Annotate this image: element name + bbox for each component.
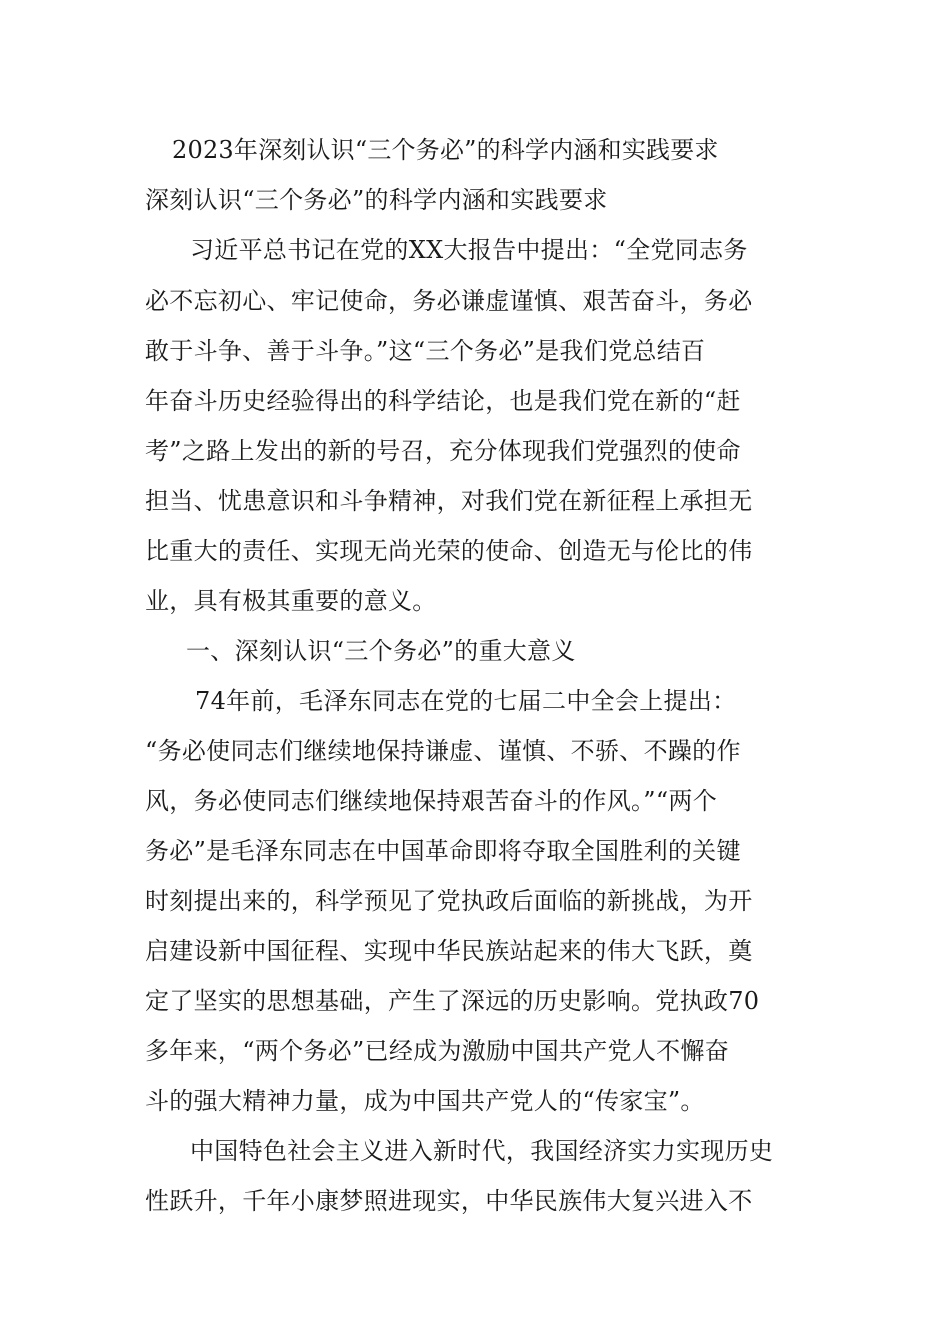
document-subtitle: 深刻认识“三个务必”的科学内涵和实践要求 [145, 186, 608, 214]
paragraph-line-5: 考”之路上发出的新的号召，充分体现我们党强烈的使命 [145, 437, 741, 465]
section-heading-1: 一、深刻认识“三个务必”的重大意义 [186, 637, 576, 665]
paragraph-line-2: 必不忘初心、牢记使命，务必谦虚谨慎、艰苦奋斗，务必 [145, 287, 753, 315]
paragraph-line-9: 74年前，毛泽东同志在党的七届二中全会上提出： [195, 687, 737, 715]
paragraph-line-7: 比重大的责任、实现无尚光荣的使命、创造无与伦比的伟 [145, 537, 753, 565]
paragraph-line-17: 斗的强大精神力量，成为中国共产党人的“传家宝”。 [145, 1087, 705, 1115]
paragraph-line-13: 时刻提出来的，科学预见了党执政后面临的新挑战，为开 [145, 887, 753, 915]
document-title: 2023年深刻认识“三个务必”的科学内涵和实践要求 [172, 136, 719, 164]
paragraph-line-11: 风，务必使同志们继续地保持艰苦奋斗的作风。”“两个 [145, 787, 718, 815]
paragraph-line-12: 务必”是毛泽东同志在中国革命即将夺取全国胜利的关键 [145, 837, 741, 865]
paragraph-line-4: 年奋斗历史经验得出的科学结论，也是我们党在新的“赶 [145, 387, 741, 415]
paragraph-line-6: 担当、忧患意识和斗争精神，对我们党在新征程上承担无 [145, 487, 753, 515]
paragraph-line-3: 敢于斗争、善于斗争。”这“三个务必”是我们党总结百 [145, 337, 706, 365]
paragraph-line-16: 多年来，“两个务必”已经成为激励中国共产党人不懈奋 [145, 1037, 730, 1065]
paragraph-line-18: 中国特色社会主义进入新时代，我国经济实力实现历史 [190, 1137, 774, 1165]
paragraph-line-10: “务必使同志们继续地保持谦虚、谨慎、不骄、不躁的作 [145, 737, 741, 765]
paragraph-line-15: 定了坚实的思想基础，产生了深远的历史影响。党执政70 [145, 987, 760, 1015]
paragraph-line-8: 业，具有极其重要的意义。 [145, 587, 437, 615]
paragraph-line-14: 启建设新中国征程、实现中华民族站起来的伟大飞跃，奠 [145, 937, 753, 965]
paragraph-line-1: 习近平总书记在党的XX大报告中提出：“全党同志务 [190, 236, 748, 264]
paragraph-line-19: 性跃升，千年小康梦照进现实，中华民族伟大复兴进入不 [145, 1187, 753, 1215]
